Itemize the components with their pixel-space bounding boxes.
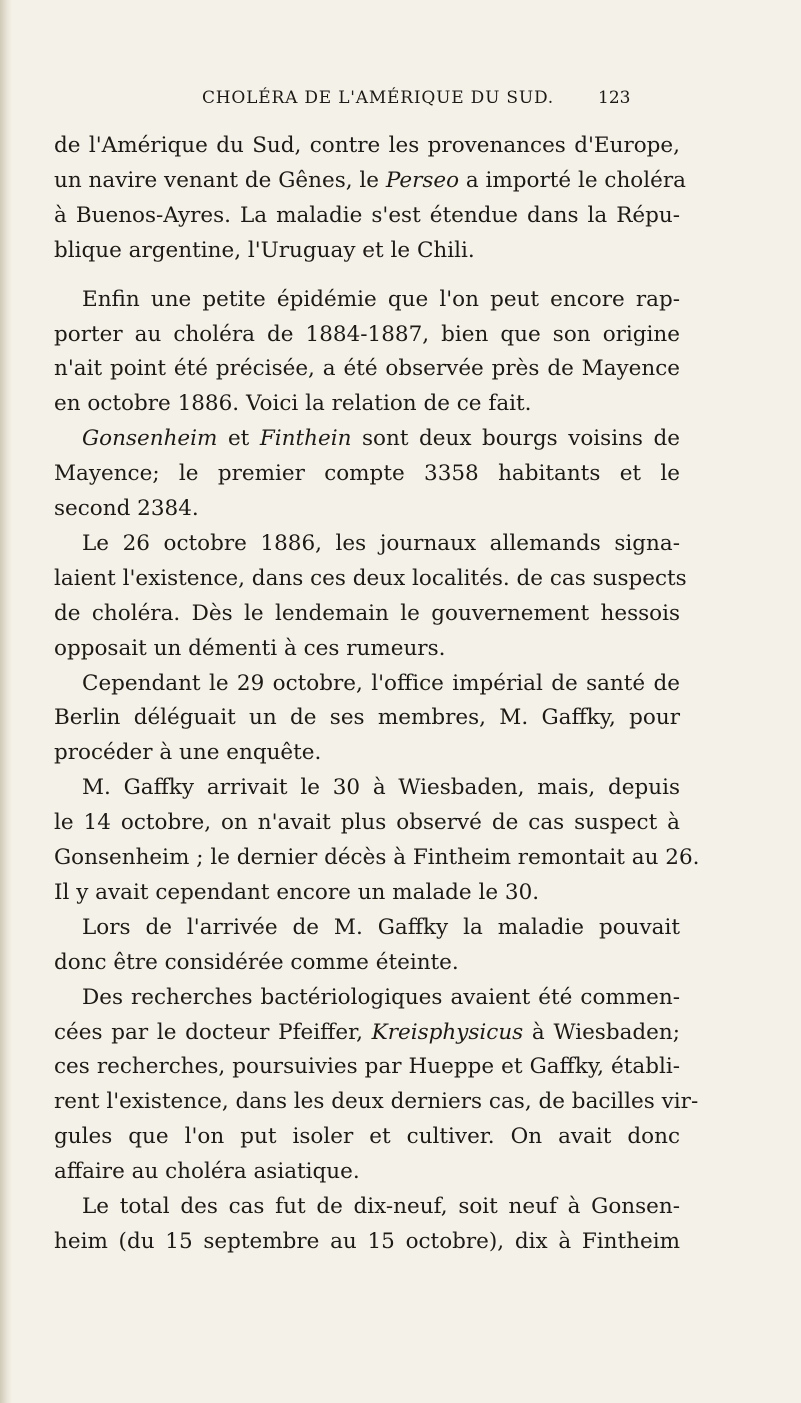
text-line: [54, 1226, 680, 1258]
text-run: opposait un démenti à ces rumeurs.: [54, 635, 446, 661]
text-run: M. Gaffky arrivait le 30 à Wiesbaden, mais, depuis: [82, 775, 680, 801]
italic-text: Gonsenheim: [82, 426, 218, 452]
text-line: [54, 1121, 680, 1153]
text-run: laient l'existence, dans ces deux localités. de cas suspects: [54, 565, 687, 591]
text-run: Mayence; le premier compte 3358 habitants et le: [54, 461, 680, 487]
text-run: de l'Amérique du Sud, contre les provenances d'Europe,: [54, 133, 680, 158]
text-line: [54, 1051, 680, 1083]
text-line: [54, 1086, 699, 1118]
text-run: Il y avait cependant encore un malade le 30.: [54, 879, 540, 905]
text-run: a importé le choléra: [459, 167, 686, 193]
text-line: [54, 598, 680, 630]
text-line: [82, 772, 680, 804]
text-run: en octobre 1886. Voici la relation de ce fait.: [54, 391, 532, 417]
text-run: rent l'existence, dans les deux derniers cas, de bacilles vir-: [54, 1089, 699, 1115]
text-run: ces recherches, poursuivies par Hueppe et Gaffky, établi-: [54, 1054, 680, 1080]
text-run: cées par le docteur Pfeiffer,: [54, 1019, 372, 1045]
text-line: [54, 842, 700, 874]
running-head: [0, 88, 801, 114]
text-line: [54, 493, 680, 525]
text-line: [54, 1017, 680, 1049]
text-run: gules que l'on put isoler et cultiver. On avait donc: [54, 1124, 680, 1150]
book-gutter-shadow: [0, 0, 12, 1403]
text-line: [54, 563, 687, 595]
text-run: à Buenos-Ayres. La maladie s'est étendue dans la Répu-: [54, 202, 680, 228]
text-run: blique argentine, l'Uruguay et le Chili.: [54, 237, 475, 263]
text-run: second 2384.: [54, 496, 199, 521]
text-run: de choléra. Dès le lendemain le gouvernement hessois: [54, 600, 680, 626]
text-line: [54, 130, 680, 162]
text-line: [54, 947, 680, 979]
text-line: [54, 388, 680, 420]
text-line: [54, 235, 680, 267]
text-line: [82, 423, 680, 455]
text-line: [54, 702, 680, 734]
text-run: n'ait point été précisée, a été observée près de Mayence: [54, 356, 680, 382]
text-line: [54, 200, 680, 232]
text-run: Cependant le 29 octobre, l'office impérial de santé de: [82, 670, 680, 696]
text-line: [82, 912, 680, 944]
text-run: Berlin déléguait un de ses membres, M. Gaffky, pour: [54, 705, 680, 731]
text-line: [54, 737, 680, 769]
page-number: 123: [598, 88, 631, 108]
text-run: donc être considérée comme éteinte.: [54, 949, 459, 975]
text-run: Le total des cas fut de dix-neuf, soit neuf à Gonsen-: [82, 1194, 680, 1219]
text-run: Le 26 octobre 1886, les journaux allemands signa-: [82, 530, 680, 556]
text-run: et: [217, 426, 260, 452]
text-run: procéder à une enquête.: [54, 740, 322, 766]
italic-text: Finthein: [259, 426, 352, 452]
text-run: sont deux bourgs voisins de: [351, 426, 680, 452]
text-run: heim (du 15 septembre au 15 octobre), dix à Fintheim: [54, 1228, 680, 1254]
text-line: [54, 807, 680, 839]
text-run: Enfin une petite épidémie que l'on peut encore rap-: [82, 286, 680, 312]
text-run: Des recherches bactériologiques avaient été commen-: [82, 984, 680, 1010]
text-run: le 14 octobre, on n'avait plus observé de cas suspect à: [54, 810, 680, 836]
text-line: [82, 982, 680, 1014]
running-title: CHOLÉRA DE L'AMÉRIQUE DU SUD.: [202, 88, 555, 108]
text-line: [82, 284, 680, 316]
text-run: Lors de l'arrivée de M. Gaffky la maladie pouvait: [82, 914, 680, 940]
text-run: affaire au choléra asiatique.: [54, 1159, 360, 1185]
text-line: [54, 633, 680, 665]
text-run: un navire venant de Gênes, le: [54, 167, 386, 193]
text-line: [54, 458, 680, 490]
text-line: [54, 877, 680, 909]
text-line: [82, 1191, 680, 1223]
text-run: à Wiesbaden;: [523, 1019, 680, 1045]
text-line: [54, 165, 686, 197]
text-line: [82, 528, 680, 560]
text-line: [54, 353, 680, 385]
text-line: [54, 319, 680, 351]
italic-text: Perseo: [385, 167, 460, 193]
italic-text: Kreisphysicus: [371, 1019, 524, 1045]
text-line: [82, 668, 680, 700]
text-run: porter au choléra de 1884-1887, bien que son origine: [54, 321, 680, 347]
text-run: Gonsenheim ; le dernier décès à Fintheim remontait au 26.: [54, 845, 700, 870]
text-line: [54, 1156, 680, 1188]
